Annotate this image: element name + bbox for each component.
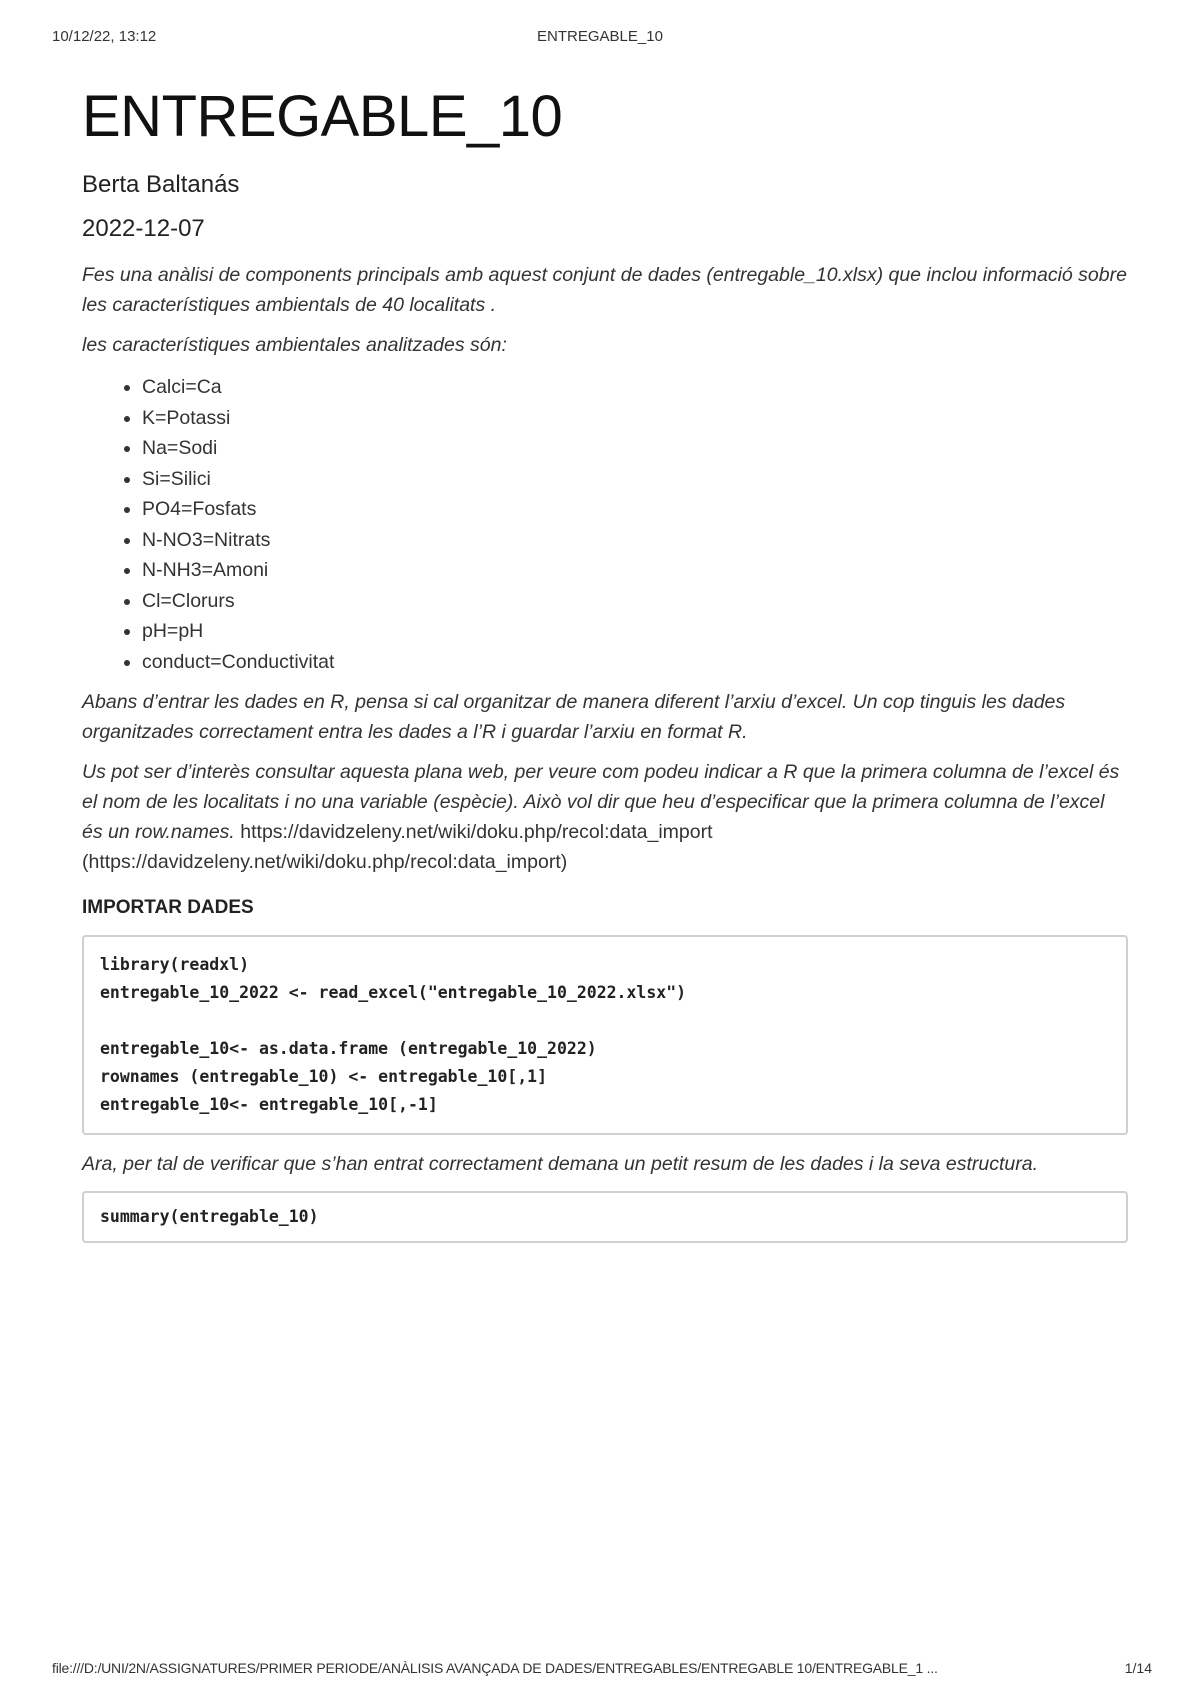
list-item: • conduct=Conductivitat (142, 647, 1128, 678)
code-line: rownames (entregable_10) <- entregable_10[,1] (100, 1067, 548, 1086)
web-paragraph-text: Us pot ser d’interès consultar aquesta plana web, per veure com podeu indicar a R que la primera columna de l’excel és el nom de les localitats i no una variable (espècie). Això vol dir que heu d’especificar que la primera columna de l’excel és un row.names. (82, 761, 1120, 843)
document-author: Berta Baltanás (82, 171, 240, 198)
list-item: • PO4=Fosfats (142, 494, 1128, 525)
intro-paragraph: Fes una anàlisi de components principals amb aquest conjunt de dades (entregable_10.xlsx) que inclou informació sobre les característiques ambientals de 40 localitats . (82, 264, 1127, 316)
list-item: • Na=Sodi (142, 433, 1128, 464)
document-date: 2022-12-07 (82, 215, 205, 242)
section-heading-import: IMPORTAR DADES (82, 897, 254, 918)
code-line: library(readxl) (100, 955, 250, 974)
list-item: • N-NO3=Nitrats (142, 525, 1128, 556)
list-item: • Si=Silici (142, 464, 1128, 495)
page-number: 1/14 (1124, 1660, 1152, 1676)
code-block-summary (82, 1191, 1128, 1243)
file-path: file:///D:/UNI/2N/ASSIGNATURES/PRIMER PERIODE/ANÀLISIS AVANÇADA DE DADES/ENTREGABLES/ENTREGABLE 10/ENTREGABLE_1 ... (52, 1660, 938, 1676)
code-line (100, 1007, 1110, 1035)
web-paragraph (82, 757, 1128, 877)
code-line: entregable_10<- entregable_10[,-1] (100, 1095, 438, 1114)
data-import-link-url: (https://davidzeleny.net/wiki/doku.php/recol:data_import) (82, 851, 568, 873)
document-body (82, 84, 1128, 1243)
list-item: • N-NH3=Amoni (142, 555, 1128, 586)
verify-paragraph: Ara, per tal de verificar que s’han entrat correctament demana un petit resum de les dades i la seva estructura. (82, 1153, 1038, 1175)
excel-paragraph: Abans d’entrar les dades en R, pensa si cal organitzar de manera diferent l’arxiu d’excel. Un cop tinguis les dades organitzades correctament entra les dades a l’R i guardar l’arxiu en format R. (82, 691, 1066, 743)
print-datetime: 10/12/22, 13:12 (52, 28, 157, 45)
code-block-import (82, 935, 1128, 1135)
data-import-link[interactable]: https://davidzeleny.net/wiki/doku.php/recol:data_import (240, 821, 713, 843)
code-line: entregable_10_2022 <- read_excel("entregable_10_2022.xlsx") (100, 983, 687, 1002)
variables-intro: les característiques ambientales analitzades són: (82, 334, 507, 356)
document-title: ENTREGABLE_10 (82, 84, 563, 149)
list-item: • Calci=Ca (142, 372, 1128, 403)
code-line: summary(entregable_10) (100, 1207, 319, 1226)
print-page-title: ENTREGABLE_10 (537, 28, 663, 45)
list-item: • K=Potassi (142, 403, 1128, 434)
code-line: entregable_10<- as.data.frame (entregable_10_2022) (100, 1039, 597, 1058)
list-item: • pH=pH (142, 616, 1128, 647)
variables-list (82, 372, 1128, 677)
list-item: • Cl=Clorurs (142, 586, 1128, 617)
